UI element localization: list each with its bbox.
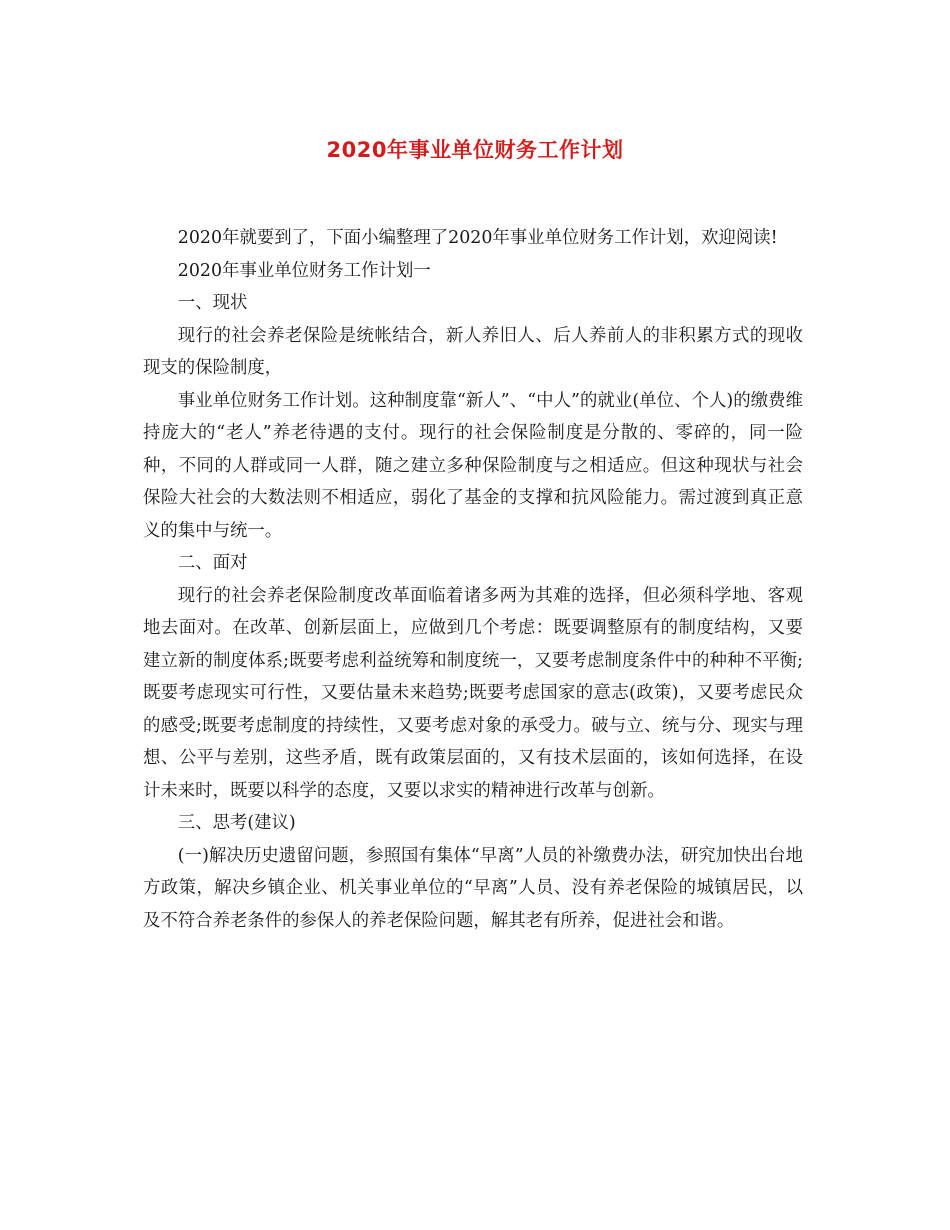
section-heading-thinking: 三、思考(建议)	[177, 813, 296, 833]
paragraph-status-2: 事业单位财务工作计划。这种制度靠“新人”、“中人”的就业(单位、个人)的缴费维持庞大的“老人”养老待遇的支付。现行的社会保险制度是分散的、零碎的，同一险种，不同的人群或同一人群，随之建立多种保险制度与之相适应。但这种现状与社会保险大社会的大数法则不相适应，弱化了基金的支撑和抗风险能力。需过渡到真正意义的集中与统一。	[143, 390, 803, 541]
paragraph-plan-heading: 2020年事业单位财务工作计划一	[177, 260, 431, 281]
paragraph-suggestion-1: (一)解决历史遗留问题，参照国有集体“早离”人员的补缴费办法，研究加快出台地方政策，解决乡镇企业、机关事业单位的“早离”人员、没有养老保险的城镇居民，以及不符合养老条件的参保人的养老保险问题，解其老有所养，促进社会和谐。	[143, 845, 803, 931]
document-body	[143, 222, 803, 937]
paragraph-status-1: 现行的社会养老保险是统帐结合，新人养旧人、后人养前人的非积累方式的现收现支的保险制度，	[143, 325, 803, 378]
section-heading-face: 二、面对	[177, 553, 248, 573]
paragraph-intro: 2020年就要到了，下面小编整理了2020年事业单位财务工作计划，欢迎阅读!	[177, 228, 778, 248]
document-title: 2020年事业单位财务工作计划	[326, 138, 624, 162]
paragraph-face: 现行的社会养老保险制度改革面临着诸多两为其难的选择，但必须科学地、客观地去面对。在改革、创新层面上，应做到几个考虑：既要调整原有的制度结构，又要建立新的制度体系;既要考虑利益统筹和制度统一，又要考虑制度条件中的种种不平衡;既要考虑现实可行性，又要估量未来趋势;既要考虑国家的意志(政策)，又要考虑民众的感受;既要考虑制度的持续性，又要考虑对象的承受力。破与立、统与分、现实与理想、公平与差别，这些矛盾，既有政策层面的，又有技术层面的，该如何选择，在设计未来时，既要以科学的态度，又要以求实的精神进行改革与创新。	[143, 585, 803, 801]
section-heading-status: 一、现状	[177, 293, 248, 313]
